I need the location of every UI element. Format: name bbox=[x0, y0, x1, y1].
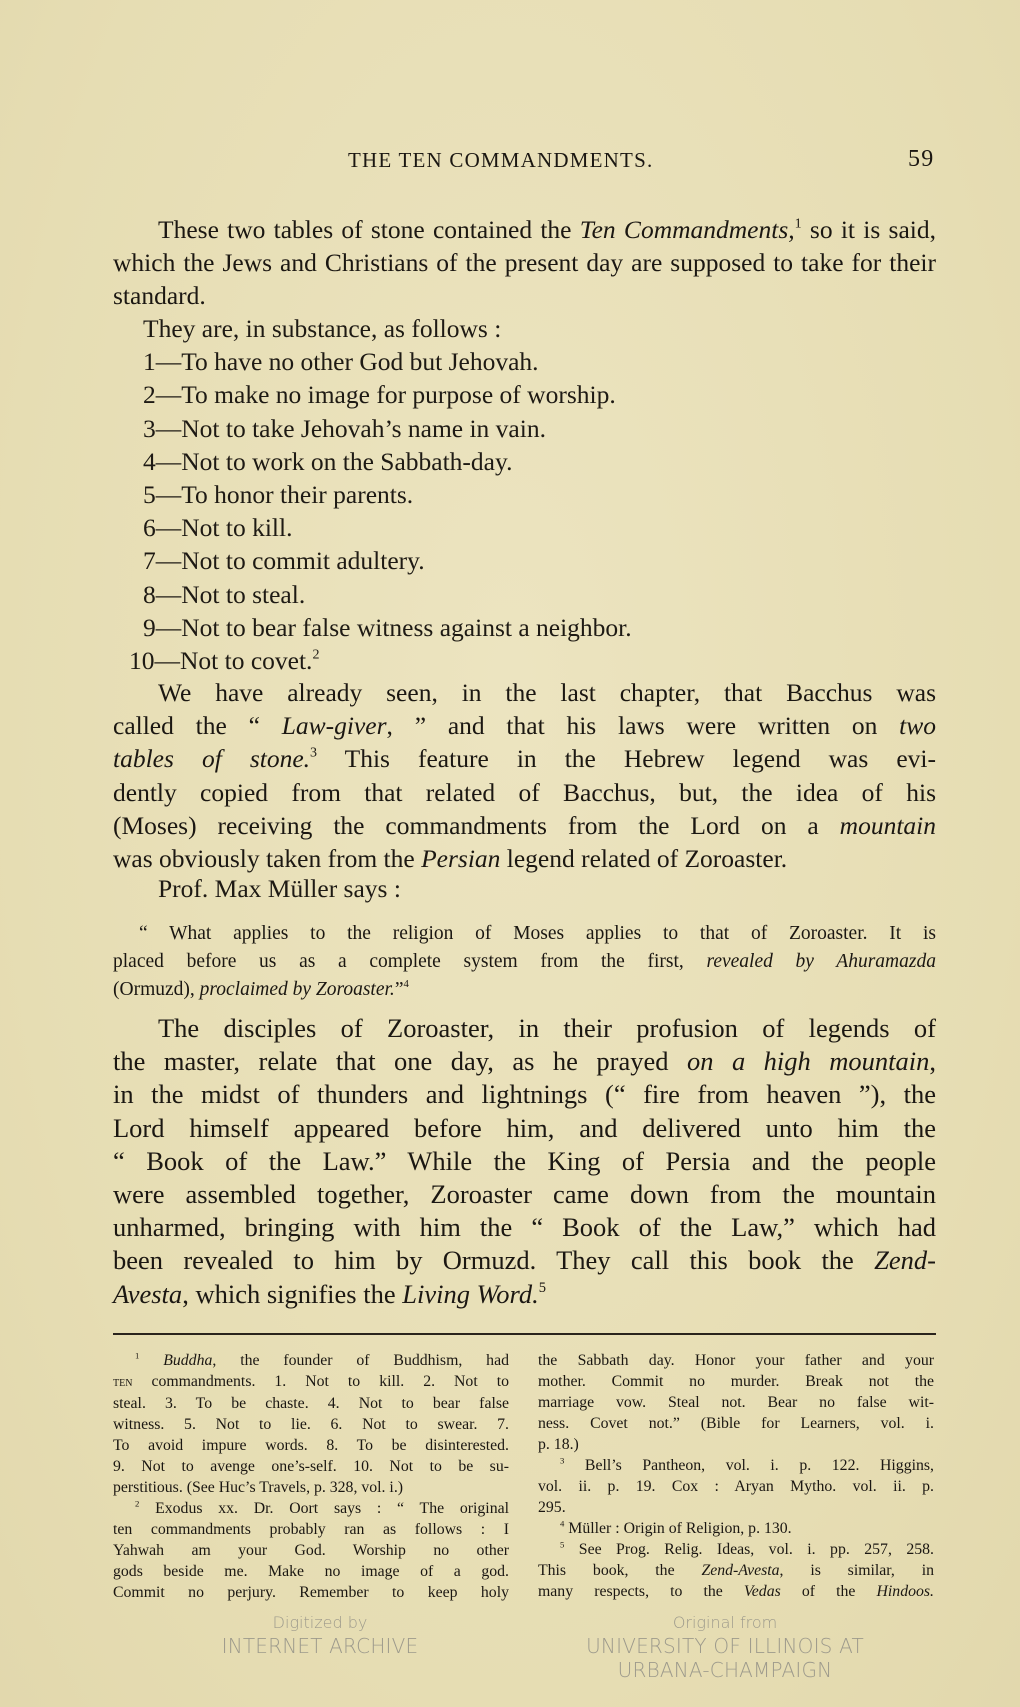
text-run: Müller : Origin of Religion, p. 130. bbox=[564, 1520, 792, 1537]
text-line: To avoid impure words. 8. To be disinterested. bbox=[113, 1437, 509, 1454]
text-run: , bbox=[929, 1046, 936, 1077]
text-line: the Sabbath day. Honor your father and your bbox=[538, 1352, 934, 1369]
text-line: Commit no perjury. Remember to keep holy bbox=[113, 1584, 509, 1601]
text-line bbox=[113, 842, 936, 875]
text-run: Exodus xx. Dr. Oort says : “ The original bbox=[139, 1500, 509, 1517]
text-line: The disciples of Zoroaster, in their profusion of legends of bbox=[158, 1013, 936, 1043]
text-run: been revealed to him by Ormuzd. They call this book the bbox=[113, 1245, 875, 1276]
watermark-label: Original from bbox=[672, 1613, 778, 1632]
text-line bbox=[113, 809, 936, 842]
text-line: We have already seen, in the last chapter, that Bacchus was bbox=[158, 678, 936, 707]
text-run: the master, relate that one day, as he prayed bbox=[113, 1046, 687, 1077]
commandment-item: 6—Not to kill. bbox=[143, 513, 293, 543]
text-line: “ What applies to the religion of Moses applies to that of Zoroaster. It is bbox=[139, 923, 936, 944]
footnote-ref-4: 4 bbox=[403, 977, 409, 990]
footnote-number: 2 bbox=[135, 1498, 140, 1509]
italic-run: Avesta bbox=[113, 1278, 183, 1309]
footnote-5 bbox=[538, 1539, 934, 1560]
text-line bbox=[538, 1581, 934, 1602]
text-line: mother. Commit no murder. Break not the bbox=[538, 1373, 934, 1390]
commandment-item: 4—Not to work on the Sabbath-day. bbox=[143, 446, 513, 476]
watermark-source: UNIVERSITY OF ILLINOIS AT bbox=[586, 1634, 864, 1658]
text-run: (Ormuzd), bbox=[113, 979, 200, 1000]
text-run: commandments. 1. Not to kill. 2. Not to bbox=[132, 1373, 509, 1390]
paragraph-opening bbox=[113, 213, 936, 313]
footnote-number: 1 bbox=[135, 1350, 140, 1361]
block-quote bbox=[113, 920, 936, 1004]
text-run: called the “ bbox=[113, 711, 282, 741]
italic-run: mountain bbox=[839, 810, 936, 840]
text-run: so it is said, which the Jews and Christians of the present day are supposed to take for their standard. bbox=[113, 215, 936, 311]
text-line bbox=[113, 742, 936, 775]
text-line: p. 18.) bbox=[538, 1436, 579, 1453]
footnote-2 bbox=[113, 1498, 509, 1519]
commandment-item: 2—To make no image for purpose of worship. bbox=[143, 380, 616, 410]
text-run: , is similar, in bbox=[779, 1562, 934, 1579]
footnote-number: 3 bbox=[560, 1455, 565, 1466]
text-line: gods beside me. Make no image of a god. bbox=[113, 1563, 509, 1580]
footnote-ref-1: 1 bbox=[794, 216, 802, 232]
watermark-original-from bbox=[560, 1612, 890, 1682]
text-run: This feature in the Hebrew legend was evi- bbox=[317, 744, 936, 774]
running-title: THE TEN COMMANDMENTS. bbox=[348, 148, 654, 172]
text-line bbox=[113, 709, 936, 742]
attribution-line: Prof. Max Müller says : bbox=[158, 874, 401, 903]
watermark-source: URBANA-CHAMPAIGN bbox=[617, 1658, 833, 1682]
italic-run: Buddha bbox=[163, 1352, 213, 1369]
italic-run: two bbox=[899, 711, 936, 741]
text-line: witness. 5. Not to lie. 6. Not to swear. 7. bbox=[113, 1416, 509, 1433]
footnote-3 bbox=[538, 1455, 934, 1476]
commandment-item: 5—To honor their parents. bbox=[143, 480, 414, 510]
italic-run: proclaimed by Zoroaster. bbox=[199, 979, 395, 1000]
paragraph-zoroaster bbox=[113, 1012, 936, 1311]
text-run: placed before us as a complete system from the first, bbox=[113, 951, 707, 972]
text-run: See Prog. Relig. Ideas, vol. i. pp. 257, 258. bbox=[564, 1541, 934, 1558]
text-run: of the bbox=[780, 1583, 877, 1600]
text-run: many respects, to the bbox=[538, 1583, 744, 1600]
italic-run: Law-giver bbox=[281, 711, 387, 741]
text-line: ness. Covet not.” (Bible for Learners, vol. i. bbox=[538, 1415, 934, 1432]
text-run: Bell’s Pantheon, vol. i. p. 122. Higgins, bbox=[564, 1457, 934, 1474]
commandment-item: 9—Not to bear false witness against a neighbor. bbox=[143, 612, 632, 642]
footnote-divider bbox=[113, 1333, 936, 1335]
footnote-1 bbox=[113, 1350, 509, 1371]
paragraph-bacchus bbox=[113, 676, 936, 875]
italic-ten-commandments: Ten Commandments, bbox=[579, 215, 795, 244]
italic-run: Zend-Avesta bbox=[701, 1562, 780, 1579]
watermark-source: INTERNET ARCHIVE bbox=[221, 1634, 419, 1658]
footnote-ref-5: 5 bbox=[538, 1279, 546, 1296]
commandment-item bbox=[129, 644, 632, 677]
text-run: , the founder of Buddhism, had bbox=[212, 1352, 509, 1369]
footnote-4 bbox=[538, 1518, 934, 1539]
text-line: in the midst of thunders and lightnings (“ fire from heaven ”), the bbox=[113, 1079, 936, 1110]
text-line: Yahwah am your God. Worship no other bbox=[113, 1542, 509, 1559]
italic-run: Living Word. bbox=[402, 1278, 539, 1309]
text-line: ten commandments probably ran as follows : I bbox=[113, 1521, 509, 1538]
footnote-number: 5 bbox=[560, 1539, 565, 1550]
text-run: (Moses) receiving the commandments from the Lord on a bbox=[113, 810, 840, 840]
watermark-label: Digitized by bbox=[272, 1613, 368, 1632]
text-line: vol. ii. p. 19. Cox : Aryan Mytho. vol. ii. p. bbox=[538, 1478, 934, 1495]
text-line: perstitious. (See Huc’s Travels, p. 328, vol. i.) bbox=[113, 1479, 404, 1496]
text-run: 10—Not to covet. bbox=[129, 646, 313, 676]
italic-run: Hindoos. bbox=[876, 1583, 934, 1600]
text-line: 295. bbox=[538, 1499, 566, 1516]
text-line bbox=[113, 1371, 509, 1393]
text-run: ” bbox=[394, 979, 404, 1000]
small-caps-run: ten bbox=[113, 1374, 133, 1390]
text-run: This book, the bbox=[538, 1562, 702, 1579]
text-line bbox=[113, 1045, 936, 1078]
text-run: was obviously taken from the bbox=[113, 844, 422, 874]
italic-run: Zend- bbox=[874, 1245, 936, 1276]
text-line: unharmed, bringing with him the “ Book of the Law,” which had bbox=[113, 1212, 936, 1243]
text-run: legend related of Zoroaster. bbox=[500, 844, 788, 874]
commandments-list bbox=[129, 312, 632, 677]
text-run: , ” and that his laws were written on bbox=[386, 711, 900, 741]
text-line bbox=[113, 1244, 936, 1277]
italic-run: revealed by Ahuramazda bbox=[706, 951, 936, 972]
page-number: 59 bbox=[908, 146, 935, 172]
text-line: dently copied from that related of Bacchus, but, the idea of his bbox=[113, 777, 936, 807]
text-line: marriage vow. Steal not. Bear no false wit- bbox=[538, 1394, 934, 1411]
footnote-number: 4 bbox=[560, 1518, 565, 1529]
commandment-item: 8—Not to steal. bbox=[143, 579, 306, 609]
italic-run: tables of stone. bbox=[113, 744, 311, 774]
commandment-item: 7—Not to commit adultery. bbox=[143, 546, 425, 576]
commandment-item: 1—To have no other God but Jehovah. bbox=[143, 347, 539, 377]
text-line bbox=[113, 976, 936, 1004]
watermark-digitized-by bbox=[170, 1612, 470, 1658]
italic-run: on a high mountain bbox=[686, 1046, 930, 1077]
italic-run: Persian bbox=[421, 844, 501, 874]
footnotes-left-column bbox=[113, 1350, 509, 1603]
italic-run: Vedas bbox=[743, 1583, 781, 1600]
footnote-ref-3: 3 bbox=[310, 745, 318, 761]
text-line bbox=[113, 1278, 936, 1311]
text-line: Lord himself appeared before him, and delivered unto him the bbox=[113, 1112, 936, 1143]
footnote-ref-2: 2 bbox=[312, 647, 320, 663]
text-run: These two tables of stone contained the bbox=[158, 215, 580, 244]
text-run: , which signifies the bbox=[182, 1278, 403, 1309]
footnotes-right-column bbox=[538, 1350, 934, 1602]
text-line: “ Book of the Law.” While the King of Persia and the people bbox=[113, 1145, 936, 1176]
text-line bbox=[538, 1560, 934, 1581]
text-line bbox=[113, 948, 936, 976]
intro-line: They are, in substance, as follows : bbox=[143, 314, 502, 343]
commandment-item: 3—Not to take Jehovah’s name in vain. bbox=[143, 413, 546, 443]
text-line: steal. 3. To be chaste. 4. Not to bear false bbox=[113, 1395, 509, 1412]
text-line: were assembled together, Zoroaster came down from the mountain bbox=[113, 1179, 936, 1210]
text-line: 9. Not to avenge one’s-self. 10. Not to be su- bbox=[113, 1458, 509, 1475]
